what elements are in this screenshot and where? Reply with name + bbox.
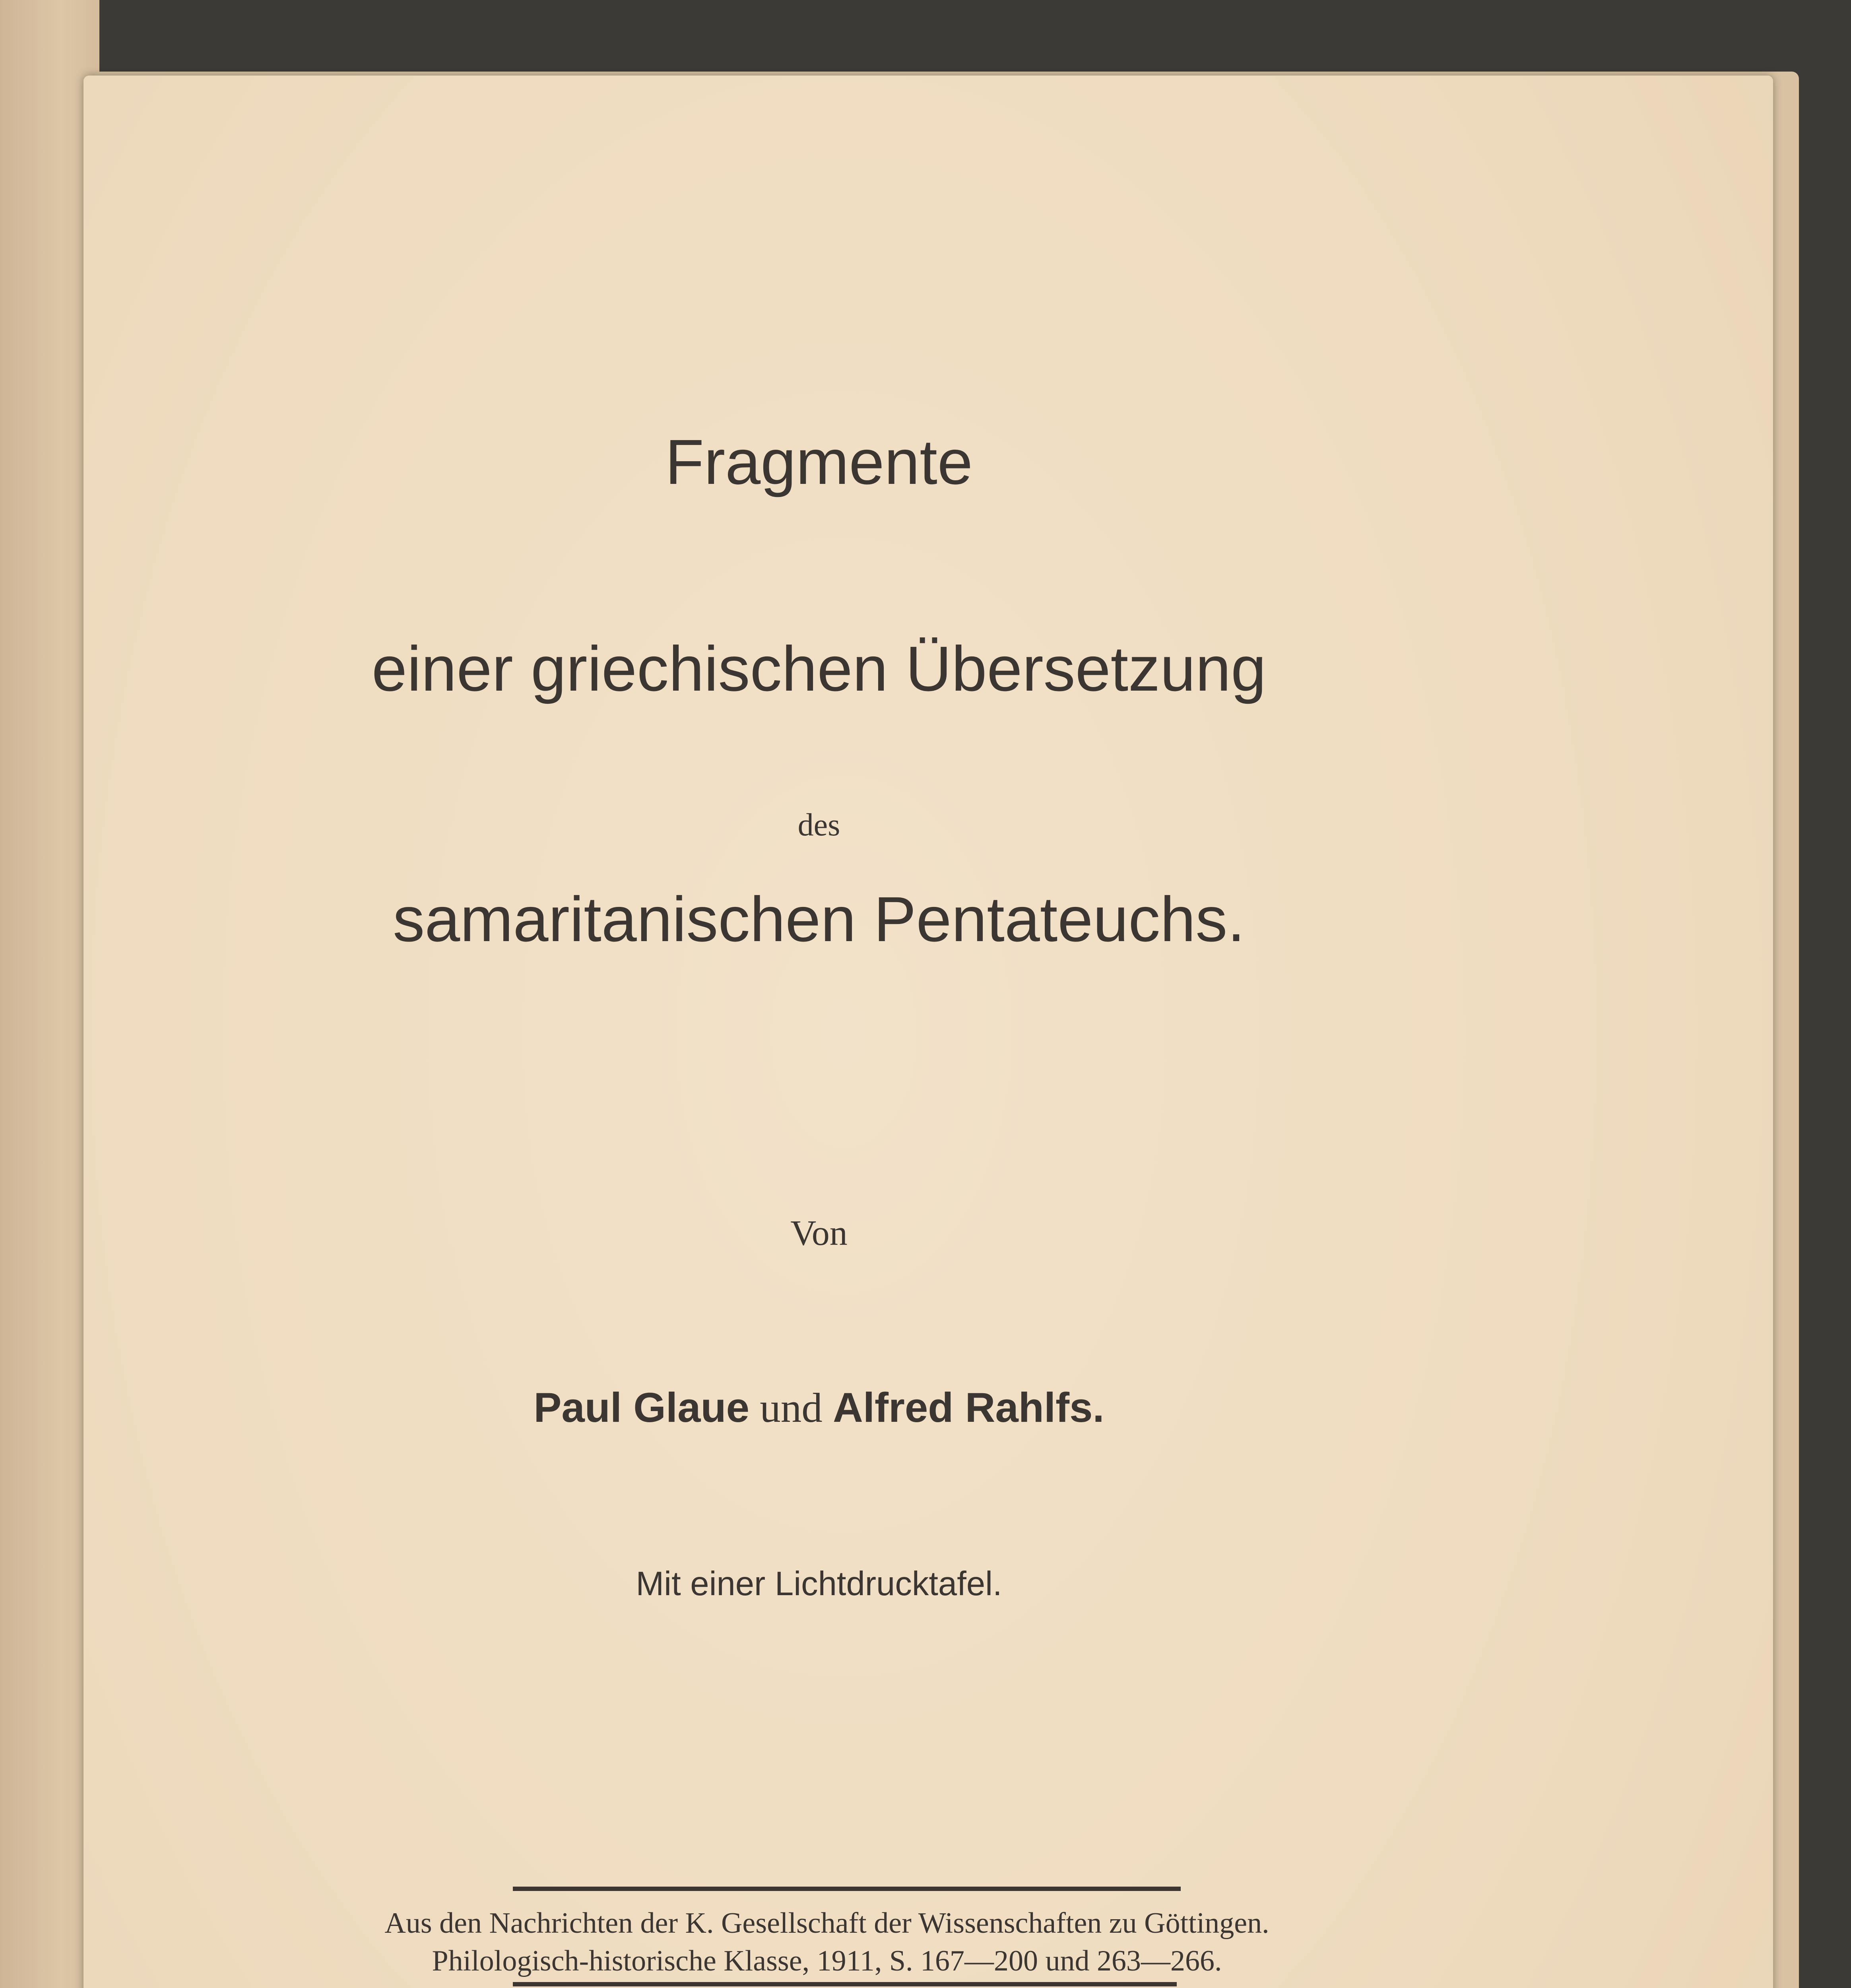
title-connector: des [797, 808, 840, 843]
title-line-3: samaritanischen Pentateuchs. [393, 883, 1245, 955]
top-rule [513, 1887, 1181, 1891]
source-line-2: Philologisch-historische Klasse, 1911, S. 167—200 und 263—266. [432, 1945, 1222, 1977]
title-line-2: einer griechischen Übersetzung [371, 633, 1267, 704]
by-label: Von [790, 1213, 848, 1253]
source-line-1: Aus den Nachrichten der K. Gesellschaft der Wissenschaften zu Göttingen. [384, 1907, 1269, 1939]
author-connector: und [760, 1384, 823, 1431]
authors-line [83, 1384, 1554, 1432]
title-page [83, 76, 1773, 1988]
plate-note: Mit einer Lichtdrucktafel. [636, 1565, 1002, 1603]
author-2: Alfred Rahlfs. [833, 1384, 1104, 1431]
bottom-rule [513, 1982, 1177, 1986]
author-1: Paul Glaue [534, 1384, 750, 1431]
title-line-1: Fragmente [665, 426, 973, 497]
